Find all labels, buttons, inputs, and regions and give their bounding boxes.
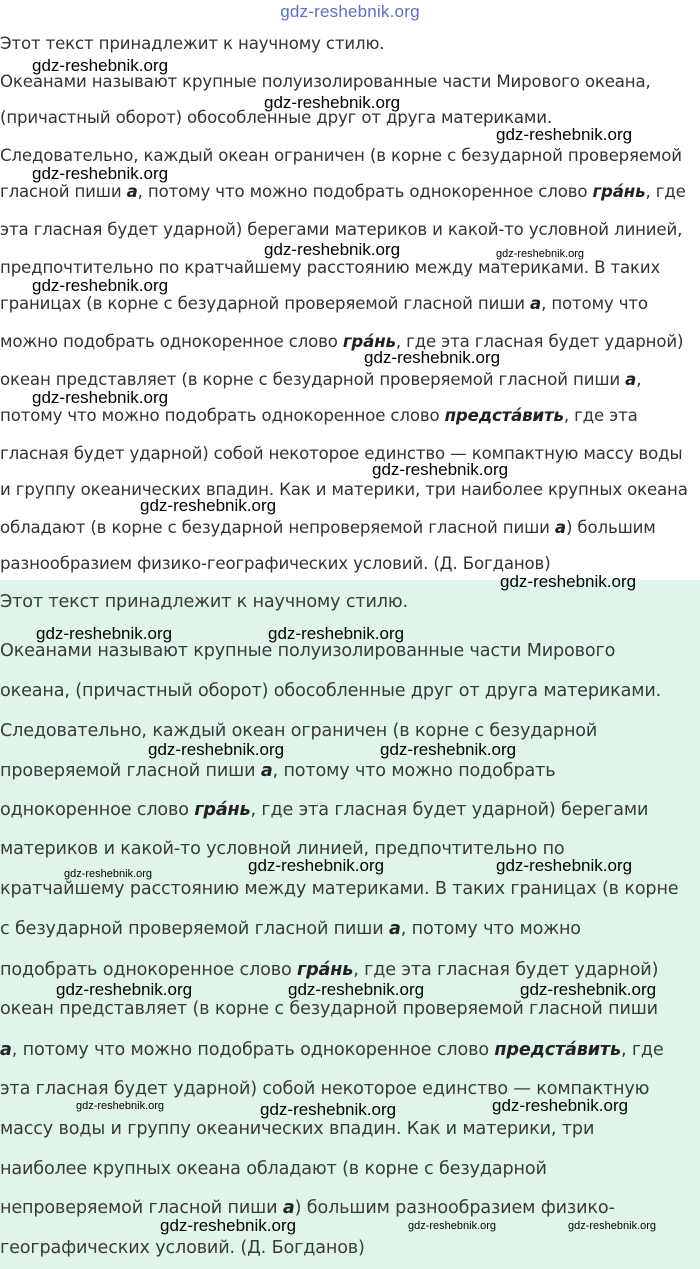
text-run: с безударной проверяемой гласной пиши bbox=[0, 919, 389, 939]
text-run: , потому что можно подобрать однокоренное слово bbox=[11, 1040, 495, 1060]
text-run: потому что можно подобрать однокоренное слово bbox=[0, 406, 445, 425]
text-run: однокоренное слово bbox=[0, 800, 195, 820]
emphasis-word: предста́вить bbox=[494, 1040, 621, 1060]
emphasis-vowel: а bbox=[530, 294, 542, 313]
emphasis-word: гра́нь bbox=[194, 800, 251, 820]
watermark: gdz-reshebnik.org bbox=[76, 1100, 165, 1112]
text-run: , где эта bbox=[563, 406, 638, 425]
text-run: , потому что можно подобрать однокоренное слово bbox=[137, 182, 593, 201]
text-line: эта гласная будет ударной) берегами материков и какой-то условной линией, bbox=[0, 220, 683, 239]
watermark: gdz-reshebnik.org bbox=[264, 240, 401, 259]
watermark: gdz-reshebnik.org bbox=[268, 624, 405, 643]
text-line bbox=[0, 1198, 615, 1218]
header-watermark: gdz-reshebnik.org bbox=[280, 2, 420, 21]
emphasis-vowel: а bbox=[554, 518, 566, 537]
text-run: , где эта гласная будет ударной) bbox=[395, 332, 684, 351]
text-line bbox=[0, 761, 555, 781]
watermark: gdz-reshebnik.org bbox=[380, 740, 517, 759]
text-line: (причастный оборот) обособленные друг от друга материками. bbox=[0, 108, 553, 127]
watermark: gdz-reshebnik.org bbox=[372, 460, 509, 479]
text-run: , где эта гласная будет ударной) bbox=[353, 960, 659, 980]
watermark: gdz-reshebnik.org bbox=[160, 1216, 297, 1235]
text-panel-reformatted bbox=[0, 580, 700, 1269]
watermark: gdz-reshebnik.org bbox=[264, 93, 401, 112]
text-run: гласной пиши bbox=[0, 182, 127, 201]
text-line: материков и какой-то условной линией, предпочтительно по bbox=[0, 839, 565, 859]
watermark: gdz-reshebnik.org bbox=[288, 980, 425, 999]
text-line bbox=[0, 182, 686, 201]
emphasis-word: гра́нь bbox=[342, 332, 396, 351]
text-line: океан представляет (в корне с безударной проверяемой гласной пиши bbox=[0, 999, 658, 1019]
text-line bbox=[0, 370, 641, 389]
text-line: предпочтительно по кратчайшему расстоянию между материками. В таких bbox=[0, 258, 661, 277]
text-line: разнообразием физико-географических условий. (Д. Богданов) bbox=[0, 554, 551, 573]
text-run: , потому что можно подобрать bbox=[272, 761, 556, 781]
watermark: gdz-reshebnik.org bbox=[496, 856, 633, 875]
text-line bbox=[0, 518, 656, 537]
text-line bbox=[0, 1040, 664, 1060]
text-run: , потому что можно bbox=[400, 919, 581, 939]
text-line bbox=[0, 800, 648, 820]
watermark: gdz-reshebnik.org bbox=[496, 248, 585, 260]
text-line bbox=[0, 332, 683, 351]
text-line: Этот текст принадлежит к научному стилю. bbox=[0, 592, 408, 612]
watermark: gdz-reshebnik.org bbox=[36, 624, 173, 643]
watermark: gdz-reshebnik.org bbox=[520, 980, 657, 999]
watermark: gdz-reshebnik.org bbox=[408, 1220, 497, 1232]
watermark: gdz-reshebnik.org bbox=[32, 56, 169, 75]
text-run: непроверяемой гласной пиши bbox=[0, 1198, 283, 1218]
text-run: , bbox=[636, 370, 642, 389]
emphasis-word: гра́нь bbox=[592, 182, 646, 201]
watermark: gdz-reshebnik.org bbox=[500, 572, 637, 591]
emphasis-vowel: а bbox=[126, 182, 138, 201]
text-line bbox=[0, 406, 638, 425]
watermark: gdz-reshebnik.org bbox=[32, 164, 169, 183]
text-run: ) большим разнообразием физико- bbox=[294, 1198, 615, 1218]
emphasis-vowel: а bbox=[0, 1040, 12, 1060]
text-line: кратчайшему расстоянию между материками. В таких границах (в корне bbox=[0, 879, 679, 899]
text-line bbox=[0, 919, 581, 939]
text-run: , где эта гласная будет ударной) берегами bbox=[250, 800, 649, 820]
text-line bbox=[0, 960, 658, 980]
text-run: океан представляет (в корне с безударной проверяемой гласной пиши bbox=[0, 370, 626, 389]
text-run: ) большим bbox=[565, 518, 656, 537]
text-run: проверяемой гласной пиши bbox=[0, 761, 261, 781]
watermark: gdz-reshebnik.org bbox=[492, 1096, 629, 1115]
text-line: Следовательно, каждый океан ограничен (в корне с безударной bbox=[0, 721, 598, 741]
text-line: Океанами называют крупные полуизолированные части Мирового bbox=[0, 641, 616, 661]
watermark: gdz-reshebnik.org bbox=[568, 1220, 657, 1232]
text-run: можно подобрать однокоренное слово bbox=[0, 332, 343, 351]
emphasis-vowel: а bbox=[260, 761, 273, 781]
emphasis-vowel: а bbox=[388, 919, 401, 939]
text-line: океана, (причастный оборот) обособленные друг от друга материками. bbox=[0, 681, 662, 701]
text-line: и группу океанических впадин. Как и материки, три наиболее крупных океана bbox=[0, 480, 688, 499]
text-run: , где bbox=[645, 182, 686, 201]
text-run: обладают (в корне с безударной непроверяемой гласной пиши bbox=[0, 518, 555, 537]
text-line: Следовательно, каждый океан ограничен (в корне с безударной проверяемой bbox=[0, 146, 682, 165]
text-line: Этот текст принадлежит к научному стилю. bbox=[0, 34, 385, 53]
watermark: gdz-reshebnik.org bbox=[248, 856, 385, 875]
text-run: границах (в корне с безударной проверяемой гласной пиши bbox=[0, 294, 531, 313]
emphasis-word: предста́вить bbox=[444, 406, 564, 425]
text-run: , потому что bbox=[541, 294, 648, 313]
text-line: эта гласная будет ударной) собой некоторое единство — компактную bbox=[0, 1079, 650, 1099]
watermark: gdz-reshebnik.org bbox=[148, 740, 285, 759]
text-run: , где bbox=[620, 1040, 664, 1060]
watermark: gdz-reshebnik.org bbox=[496, 125, 633, 144]
watermark: gdz-reshebnik.org bbox=[64, 868, 153, 880]
watermark: gdz-reshebnik.org bbox=[140, 496, 277, 515]
text-line: географических условий. (Д. Богданов) bbox=[0, 1238, 365, 1258]
text-line: массу воды и группу океанических впадин. Как и материки, три bbox=[0, 1119, 595, 1139]
watermark: gdz-reshebnik.org bbox=[364, 348, 501, 367]
emphasis-word: гра́нь bbox=[297, 960, 354, 980]
text-line: Океанами называют крупные полуизолированные части Мирового океана, bbox=[0, 72, 651, 91]
watermark: gdz-reshebnik.org bbox=[56, 980, 193, 999]
text-line: гласная будет ударной) собой некоторое единство — компактную массу воды bbox=[0, 444, 683, 463]
text-line bbox=[0, 294, 648, 313]
emphasis-vowel: а bbox=[282, 1198, 295, 1218]
watermark: gdz-reshebnik.org bbox=[32, 388, 169, 407]
watermark: gdz-reshebnik.org bbox=[32, 276, 169, 295]
watermark: gdz-reshebnik.org bbox=[260, 1100, 397, 1119]
text-line: наиболее крупных океана обладают (в корне с безударной bbox=[0, 1159, 547, 1179]
text-run: подобрать однокоренное слово bbox=[0, 960, 298, 980]
emphasis-vowel: а bbox=[625, 370, 637, 389]
